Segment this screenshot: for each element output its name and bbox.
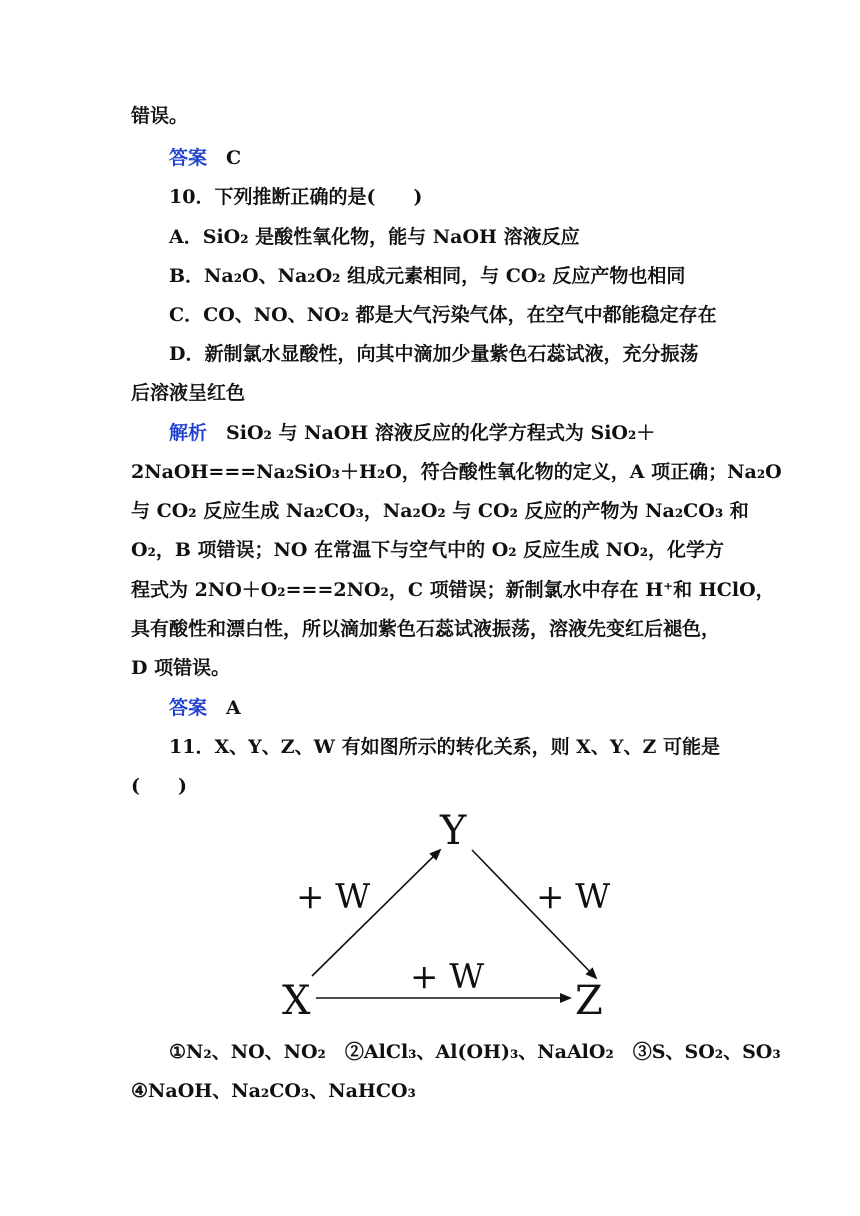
- node-x: X: [282, 978, 311, 1024]
- explanation-text-6: 具有酸性和漂白性，所以滴加紫色石蕊试液振荡，溶液先变红后褪色，: [131, 618, 721, 640]
- conversion-diagram: [270, 808, 630, 1028]
- answer-label: 答案: [169, 147, 208, 169]
- answer-value: C: [226, 147, 242, 169]
- node-y: Y: [440, 808, 467, 854]
- label-x-to-z: + W: [410, 957, 485, 997]
- q10-option-d-line2: 后溶液呈红色: [131, 382, 246, 404]
- q10-option-a: A．SiO₂ 是酸性氧化物，能与 NaOH 溶液反应: [169, 226, 580, 248]
- options-line-2: ④NaOH、Na₂CO₃、NaHCO₃: [131, 1080, 416, 1102]
- q10-option-b: B．Na₂O、Na₂O₂ 组成元素相同，与 CO₂ 反应产物也相同: [169, 265, 686, 287]
- answer-value: A: [226, 697, 241, 719]
- explanation-row-1: [169, 421, 731, 445]
- explanation-text-7: D 项错误。: [131, 657, 231, 679]
- explanation-text-3: 与 CO₂ 反应生成 Na₂CO₃，Na₂O₂ 与 CO₂ 反应的产物为 Na₂CO₃ 和: [131, 500, 749, 522]
- q10-option-d-line1: D．新制氯水显酸性，向其中滴加少量紫色石蕊试液，充分振荡: [169, 343, 699, 365]
- question-11-line2: ( ): [131, 775, 187, 797]
- line-cuowu: 错误。: [131, 105, 189, 127]
- label-y-to-z: + W: [536, 877, 611, 917]
- answer-row-2: [169, 696, 731, 720]
- explanation-label: 解析: [169, 422, 208, 444]
- explanation-text-1: SiO₂ 与 NaOH 溶液反应的化学方程式为 SiO₂＋: [226, 422, 656, 444]
- explanation-text-5: 程式为 2NO＋O₂===2NO₂，C 项错误；新制氯水中存在 H⁺和 HClO，: [131, 579, 775, 601]
- explanation-text-4: O₂，B 项错误；NO 在常温下与空气中的 O₂ 反应生成 NO₂，化学方: [131, 539, 725, 561]
- question-11-line1: 11．X、Y、Z、W 有如图所示的转化关系，则 X、Y、Z 可能是: [169, 736, 720, 758]
- question-10: 10．下列推断正确的是( ): [169, 186, 423, 208]
- explanation-text-2: 2NaOH===Na₂SiO₃＋H₂O，符合酸性氧化物的定义，A 项正确；Na₂O: [131, 461, 782, 483]
- label-x-to-y: + W: [296, 877, 371, 917]
- q10-option-c: C．CO、NO、NO₂ 都是大气污染气体，在空气中都能稳定存在: [169, 304, 717, 326]
- node-z: Z: [575, 978, 603, 1024]
- options-line-1: ①N₂、NO、NO₂ ②AlCl₃、Al(OH)₃、NaAlO₂ ③S、SO₂、SO₃: [169, 1041, 781, 1063]
- answer-label: 答案: [169, 697, 208, 719]
- answer-row-1: [169, 146, 731, 170]
